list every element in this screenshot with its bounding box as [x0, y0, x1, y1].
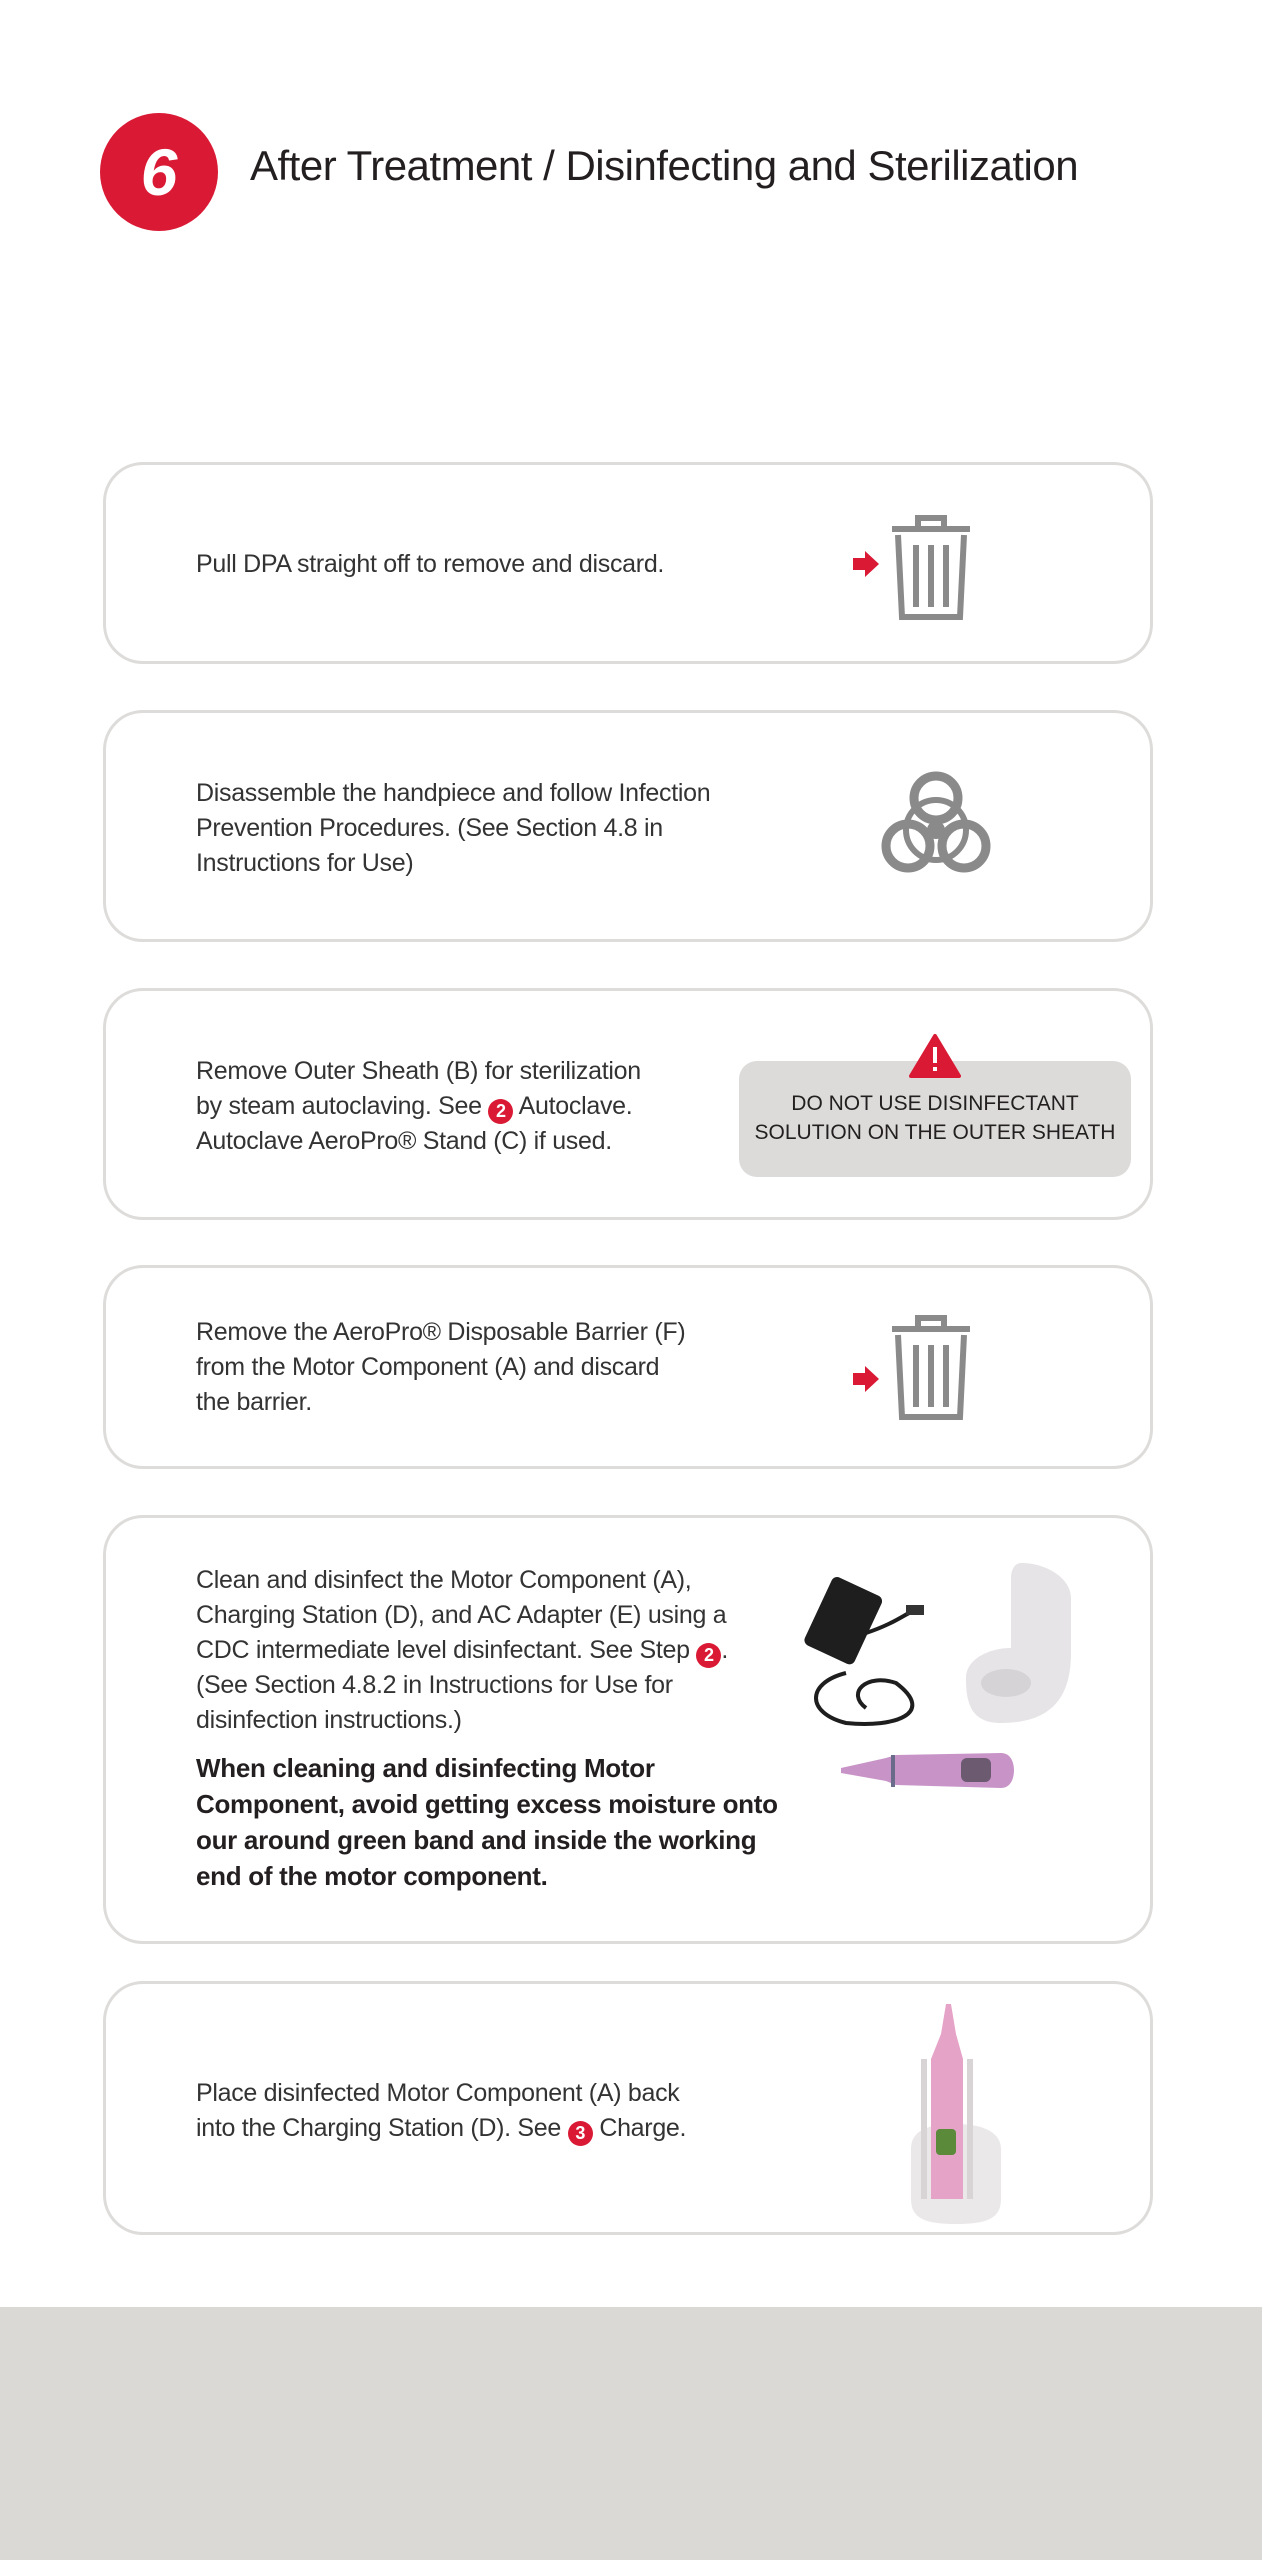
motor-in-charging-station-image: [901, 1999, 1011, 2229]
text-segment: .: [721, 1636, 729, 1664]
step-text: Pull DPA straight off to remove and discard.: [196, 550, 665, 578]
step-card-remove-sheath: [103, 988, 1153, 1220]
text-line: the barrier.: [196, 1388, 312, 1416]
warning-icon: [909, 1033, 961, 1079]
step-text: [196, 1315, 685, 1420]
text-segment: Autoclave.: [518, 1092, 633, 1120]
motor-component-image: [836, 1743, 1016, 1798]
text-line: Prevention Procedures. (See Section 4.8 in: [196, 814, 663, 842]
text-line: Autoclave AeroPro® Stand (C) if used.: [196, 1127, 612, 1155]
text-line: [196, 1089, 641, 1124]
text-line: Charging Station (D), and AC Adapter (E) using a: [196, 1601, 727, 1629]
text-line: from the Motor Component (A) and discard: [196, 1353, 660, 1381]
step-card-disassemble: [103, 710, 1153, 942]
step-card-remove-dpa: [103, 462, 1153, 664]
step-text: [196, 2076, 686, 2146]
step-card-clean-disinfect: [103, 1515, 1153, 1944]
step-ref-badge: 2: [488, 1099, 513, 1124]
text-line: Instructions for Use): [196, 849, 414, 877]
arrow-right-icon: [851, 1364, 881, 1394]
text-line: Clean and disinfect the Motor Component (A),: [196, 1566, 692, 1594]
trash-icon: [888, 1313, 974, 1423]
arrow-right-icon: [851, 549, 881, 579]
text-line: Remove the AeroPro® Disposable Barrier (F): [196, 1318, 686, 1346]
step-text: [196, 1563, 778, 1894]
trash-icon: [888, 513, 974, 623]
text-segment: CDC intermediate level disinfectant. See Step: [196, 1636, 690, 1664]
text-segment: into the Charging Station (D). See: [196, 2114, 562, 2142]
ac-adapter-image: [786, 1563, 956, 1733]
text-line: Component, avoid getting excess moisture onto: [196, 1789, 778, 1819]
text-line: [196, 1633, 778, 1668]
step-card-remove-barrier: [103, 1265, 1153, 1469]
caution-text: [196, 1750, 778, 1894]
step-ref-badge: 3: [568, 2121, 593, 2146]
text-line: When cleaning and disinfecting Motor: [196, 1753, 655, 1783]
text-line: our around green band and inside the working: [196, 1825, 757, 1855]
text-line: Disassemble the handpiece and follow Infection: [196, 779, 711, 807]
text-segment: by steam autoclaving. See: [196, 1092, 482, 1120]
step-card-place-in-station: [103, 1981, 1153, 2235]
text-line: Remove Outer Sheath (B) for sterilization: [196, 1057, 641, 1085]
step-text: [196, 776, 710, 881]
text-line: (See Section 4.8.2 in Instructions for Use for: [196, 1671, 673, 1699]
warning-text: SOLUTION ON THE OUTER SHEATH: [754, 1121, 1116, 1144]
warning-text: DO NOT USE DISINFECTANT: [791, 1092, 1079, 1115]
text-line: [196, 2111, 686, 2146]
page-title: After Treatment / Disinfecting and Sterilization: [250, 142, 1079, 189]
text-line: disinfection instructions.): [196, 1706, 462, 1734]
warning-box: [739, 1061, 1131, 1177]
biohazard-icon: [876, 768, 996, 883]
text-line: Place disinfected Motor Component (A) back: [196, 2079, 680, 2107]
text-segment: Charge.: [599, 2114, 687, 2142]
charging-station-image: [961, 1558, 1091, 1728]
step-ref-badge: 2: [696, 1643, 721, 1668]
footer-band: [0, 2307, 1262, 2560]
text-line: end of the motor component.: [196, 1861, 548, 1891]
step-number-badge: 6: [100, 113, 218, 231]
step-text: [196, 1054, 641, 1159]
